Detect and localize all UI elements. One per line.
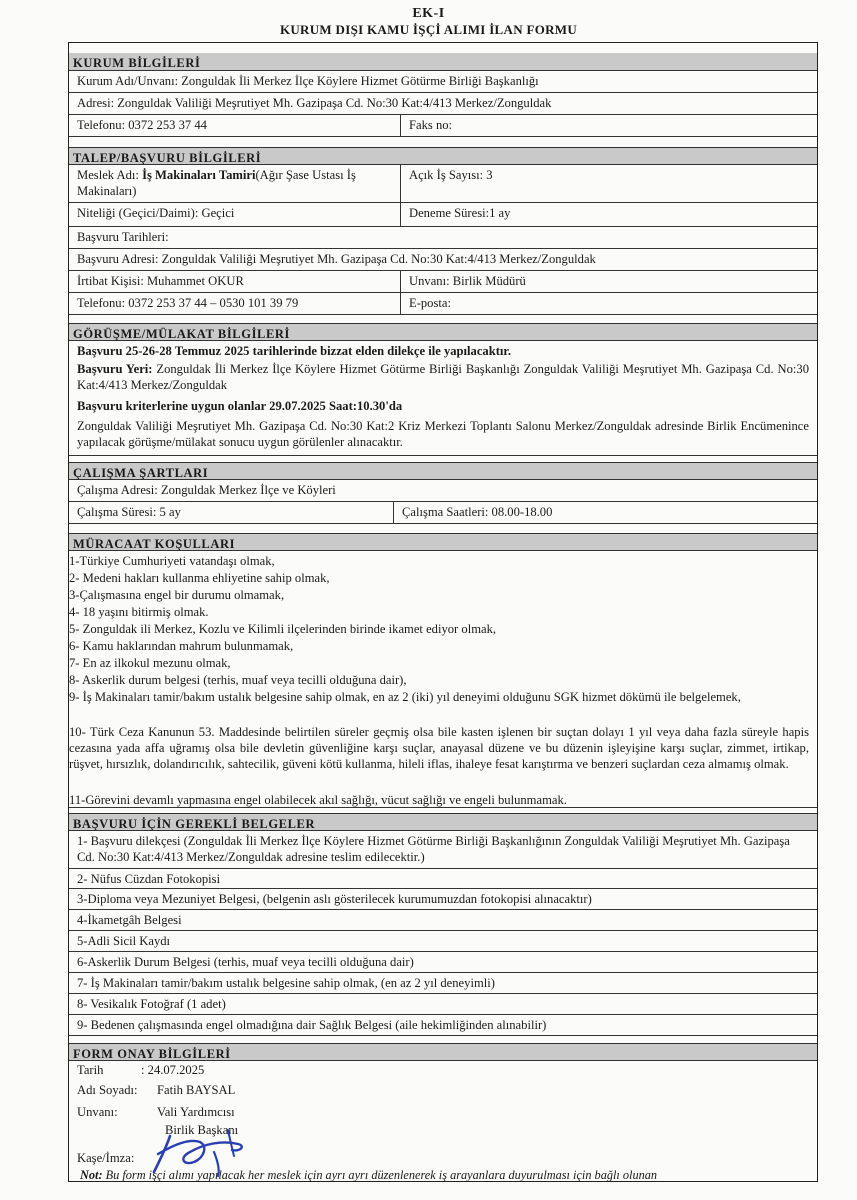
belge-item-5: 5-Adli Sicil Kaydı bbox=[69, 931, 817, 952]
niteligi: Niteliği (Geçici/Daimi): Geçici bbox=[69, 203, 401, 226]
footer-note-text: Bu form işçi alımı yapılacak her meslek için ayrı ayrı düzenlenerek iş arayanlara duyurulması için bağlı olunan bbox=[102, 1168, 658, 1182]
section-talep: TALEP/BAŞVURU BİLGİLERİ bbox=[69, 147, 817, 165]
muracaat-item-9: 9- İş Makinaları tamir/bakım ustalık belgesine sahip olmak, en az 2 (iki) yıl deneyimi olduğunu SGK hizmet dökümü ile belgelemek, bbox=[69, 690, 741, 704]
tarih-label: Tarih bbox=[77, 1063, 104, 1077]
kurum-adres: Adresi: Zonguldak Valiliği Meşrutiyet Mh. Gazipaşa Cd. No:30 Kat:4/413 Merkez/Zonguldak bbox=[69, 93, 817, 115]
talep-eposta: E-posta: bbox=[409, 296, 451, 310]
belge-item-9: 9- Bedenen çalışmasında engel olmadığına dair Sağlık Belgesi (aile hekimliğinden alınabilir) bbox=[69, 1015, 817, 1036]
belge-item-4: 4-İkametgâh Belgesi bbox=[69, 910, 817, 931]
talep-telefon-row bbox=[69, 293, 817, 315]
muracaat-item-2: 2- Medeni hakları kullanma ehliyetine sahip olmak, bbox=[69, 571, 330, 585]
muracaat-item-7: 7- En az ilkokul mezunu olmak, bbox=[69, 656, 231, 670]
belge-item-8: 8- Vesikalık Fotoğraf (1 adet) bbox=[69, 994, 817, 1015]
basvuru-adresi: Başvuru Adresi: Zonguldak Valiliği Meşrutiyet Mh. Gazipaşa Cd. No:30 Kat:4/413 Merkez/Zonguldak bbox=[69, 249, 817, 271]
deneme-suresi: Deneme Süresi:1 ay bbox=[409, 206, 511, 220]
footer-note-label: Not: bbox=[80, 1168, 103, 1182]
gorusme-yeri bbox=[69, 359, 817, 395]
irtibat-unvani: Unvanı: Birlik Müdürü bbox=[409, 274, 526, 288]
belge-item-2: 2- Nüfus Cüzdan Fotokopisi bbox=[69, 869, 817, 889]
muracaat-item-10: 10- Türk Ceza Kanunun 53. Maddesinde belirtilen süreler geçmiş olsa bile kasten işlenen bir suçtan dolayı 1 yıl veya daha fazla süreyle hapis cezasına yada affa uğramış olsa bile devletin güvenliğine karşı suçlar, anayasal düzene ve bu düzenin işleyişine karşı suçlar, zimmet, irtikap, rüşvet, hırsızlık, dolandırıcılık, sahtecilik, güveni kötü kullanma, hileli iflas, ihaleye fesat karıştırma ve benzeri suçlardan ceza almamış olmak. bbox=[69, 725, 809, 771]
calisma-sure-row bbox=[69, 502, 817, 524]
kurum-adi: Kurum Adı/Unvanı: Zonguldak İli Merkez İlçe Köylere Hizmet Götürme Birliği Başkanlığı bbox=[69, 71, 817, 93]
section-belgeler: BAŞVURU İÇİN GEREKLİ BELGELER bbox=[69, 813, 817, 831]
kase-label: Kaşe/İmza: bbox=[77, 1151, 135, 1165]
section-muracaat: MÜRACAAT KOŞULLARI bbox=[69, 533, 817, 551]
tarih-value: : 24.07.2025 bbox=[141, 1063, 205, 1077]
irtibat-kisisi: İrtibat Kişisi: Muhammet OKUR bbox=[69, 271, 401, 292]
irtibat-row bbox=[69, 271, 817, 293]
gorusme-line1: Başvuru 25-26-28 Temmuz 2025 tarihlerinde bizzat elden dilekçe ile yapılacaktır. bbox=[77, 344, 512, 358]
kurum-telefon: Telefonu: 0372 253 37 44 bbox=[69, 115, 401, 136]
basvuru-tarihleri: Başvuru Tarihleri: bbox=[69, 227, 817, 249]
meslek-adi bbox=[69, 165, 401, 202]
muracaat-item-5: 5- Zonguldak ili Merkez, Kozlu ve Kilimli ilçelerinden birinde ikamet ediyor olmak, bbox=[69, 622, 497, 636]
unvan-label: Unvanı: bbox=[77, 1105, 118, 1119]
calisma-adresi: Çalışma Adresi: Zonguldak Merkez İlçe ve Köyleri bbox=[69, 480, 817, 502]
muracaat-item-3: 3-Çalışmasına engel bir durumu olmamak, bbox=[69, 588, 285, 602]
unvan-line1: Vali Yardımcısı bbox=[157, 1105, 235, 1119]
section-onay: FORM ONAY BİLGİLERİ bbox=[69, 1043, 817, 1061]
muracaat-item-4: 4- 18 yaşını bitirmiş olmak. bbox=[69, 605, 209, 619]
section-calisma: ÇALIŞMA ŞARTLARI bbox=[69, 462, 817, 480]
kurum-telefon-faks-row bbox=[69, 115, 817, 137]
meslek-rest: (Ağır Şase Ustası İş Makinaları) bbox=[77, 168, 356, 198]
meslek-row bbox=[69, 165, 817, 203]
unvan-line2: Birlik Başkanı bbox=[165, 1123, 239, 1137]
gorusme-yeri-label: Başvuru Yeri: bbox=[77, 362, 153, 376]
belge-item-3: 3-Diploma veya Mezuniyet Belgesi, (belgenin aslı gösterilecek kurumumuzdan fotokopisi alınacaktır) bbox=[69, 889, 817, 910]
form-title: KURUM DIŞI KAMU İŞÇİ ALIMI İLAN FORMU bbox=[279, 22, 578, 37]
belge-item-1: 1- Başvuru dilekçesi (Zonguldak İli Merkez İlçe Köylere Hizmet Götürme Birliği Başkanlığının Zonguldak Valiliği Meşrutiyet Mh. Gazipaşa Cd. No:30 Kat:4/413 Merkez/Zonguldak adresine teslim edilecektir.) bbox=[69, 831, 817, 869]
nitelik-row bbox=[69, 203, 817, 227]
kurum-faks: Faks no: bbox=[409, 118, 453, 132]
calisma-saatleri: Çalışma Saatleri: 08.00-18.00 bbox=[402, 505, 553, 519]
gorusme-kriter: Başvuru kriterlerine uygun olanlar 29.07.2025 Saat:10.30'da bbox=[77, 399, 403, 413]
muracaat-item-11: 11-Görevini devamlı yapmasına engel olabilecek akıl sağlığı, vücut sağlığı ve engeli bulunmamak. bbox=[69, 790, 817, 808]
acik-is-sayisi: Açık İş Sayısı: 3 bbox=[409, 168, 493, 182]
adsoyad-label: Adı Soyadı: bbox=[77, 1083, 138, 1097]
footer-note bbox=[80, 1168, 840, 1183]
meslek-label: Meslek Adı: bbox=[77, 168, 143, 182]
talep-telefon: Telefonu: 0372 253 37 44 – 0530 101 39 79 bbox=[69, 293, 401, 314]
belge-item-7: 7- İş Makinaları tamir/bakım ustalık belgesine sahip olmak, (en az 2 yıl deneyimli) bbox=[69, 973, 817, 994]
adsoyad-value: Fatih BAYSAL bbox=[157, 1083, 236, 1097]
annex-label: EK-I bbox=[412, 6, 445, 21]
document-header bbox=[0, 6, 857, 38]
section-kurum: KURUM BİLGİLERİ bbox=[69, 53, 817, 71]
calisma-suresi: Çalışma Süresi: 5 ay bbox=[69, 502, 394, 523]
meslek-bold: İş Makinaları Tamiri bbox=[142, 168, 256, 182]
section-gorusme: GÖRÜŞME/MÜLAKAT BİLGİLERİ bbox=[69, 323, 817, 341]
muracaat-item-6: 6- Kamu haklarından mahrum bulunmamak, bbox=[69, 639, 294, 653]
belge-item-6: 6-Askerlik Durum Belgesi (terhis, muaf veya tecilli olduğuna dair) bbox=[69, 952, 817, 973]
gorusme-kriter-text: Zonguldak Valiliği Meşrutiyet Mh. Gazipaşa Cd. No:30 Kat:2 Kriz Merkezi Toplantı Salonu Merkez/Zonguldak adresinde Birlik Encümenince yapılacak görüşme/mülakat sonucu uygun görülenler alınacaktır. bbox=[69, 416, 817, 456]
muracaat-item-8: 8- Askerlik durum belgesi (terhis, muaf veya tecilli olduğuna dair), bbox=[69, 673, 407, 687]
muracaat-item-1: 1-Türkiye Cumhuriyeti vatandaşı olmak, bbox=[69, 554, 275, 568]
form-frame bbox=[68, 42, 818, 1182]
gorusme-yeri-text: Zonguldak İli Merkez İlçe Köylere Hizmet Götürme Birliği Başkanlığı Zonguldak Valiliği Meşrutiyet Mh. Gazipaşa Cd. No:30 Kat:4/413 Merkez/Zonguldak bbox=[77, 362, 809, 392]
